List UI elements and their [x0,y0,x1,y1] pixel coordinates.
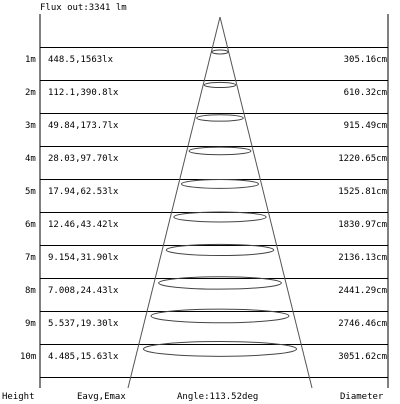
flux-output-title: Flux out:3341 lm [40,3,127,13]
row-diameter-value: 2441.29cm [338,286,387,296]
row-illuminance-value: 49.84,173.7lx [48,121,119,131]
row-diameter-value: 3051.62cm [338,352,387,362]
row-diameter-value: 1830.97cm [338,220,387,230]
row-height-label: 4m [25,154,36,164]
beam-spot-ellipse [189,147,251,155]
row-illuminance-value: 9.154,31.90lx [48,253,119,263]
row-illuminance-value: 112.1,390.8lx [48,88,119,98]
diameter-column-label: Diameter [340,392,384,402]
row-diameter-value: 1525.81cm [338,187,387,197]
row-height-label: 1m [25,55,36,65]
row-illuminance-value: 17.94,62.53lx [48,187,119,197]
height-column-label: Height [2,392,35,402]
row-diameter-value: 915.49cm [343,121,387,131]
beam-spot-ellipse [174,212,266,222]
beam-spot-ellipse [143,342,296,357]
row-illuminance-value: 4.485,15.63lx [48,352,119,362]
row-height-label: 9m [25,319,36,329]
row-height-label: 5m [25,187,36,197]
row-height-label: 8m [25,286,36,296]
row-illuminance-value: 448.5,1563lx [48,55,114,65]
beam-spot-ellipse [181,180,258,189]
row-height-label: 2m [25,88,36,98]
row-illuminance-value: 7.008,24.43lx [48,286,119,296]
row-illuminance-value: 28.03,97.70lx [48,154,119,164]
beam-spot-ellipse [204,82,235,87]
row-illuminance-value: 5.537,19.30lx [48,319,119,329]
row-illuminance-value: 12.46,43.42lx [48,220,119,230]
row-height-label: 6m [25,220,36,230]
row-height-label: 10m [20,352,37,362]
cone-right-edge [220,17,312,388]
row-diameter-value: 2136.13cm [338,253,387,263]
beam-angle-label: Angle:113.52deg [177,392,259,402]
beam-spot-ellipse [212,50,228,54]
beam-spot-ellipse [197,115,244,121]
eavg-emax-column-label: Eavg,Emax [77,392,126,402]
row-height-label: 7m [25,253,36,263]
row-diameter-value: 610.32cm [343,88,387,98]
row-diameter-value: 2746.46cm [338,319,387,329]
cone-left-edge [128,17,220,388]
beam-spot-ellipse [166,244,273,255]
row-diameter-value: 305.16cm [343,55,387,65]
row-height-label: 3m [25,121,36,131]
row-diameter-value: 1220.65cm [338,154,387,164]
